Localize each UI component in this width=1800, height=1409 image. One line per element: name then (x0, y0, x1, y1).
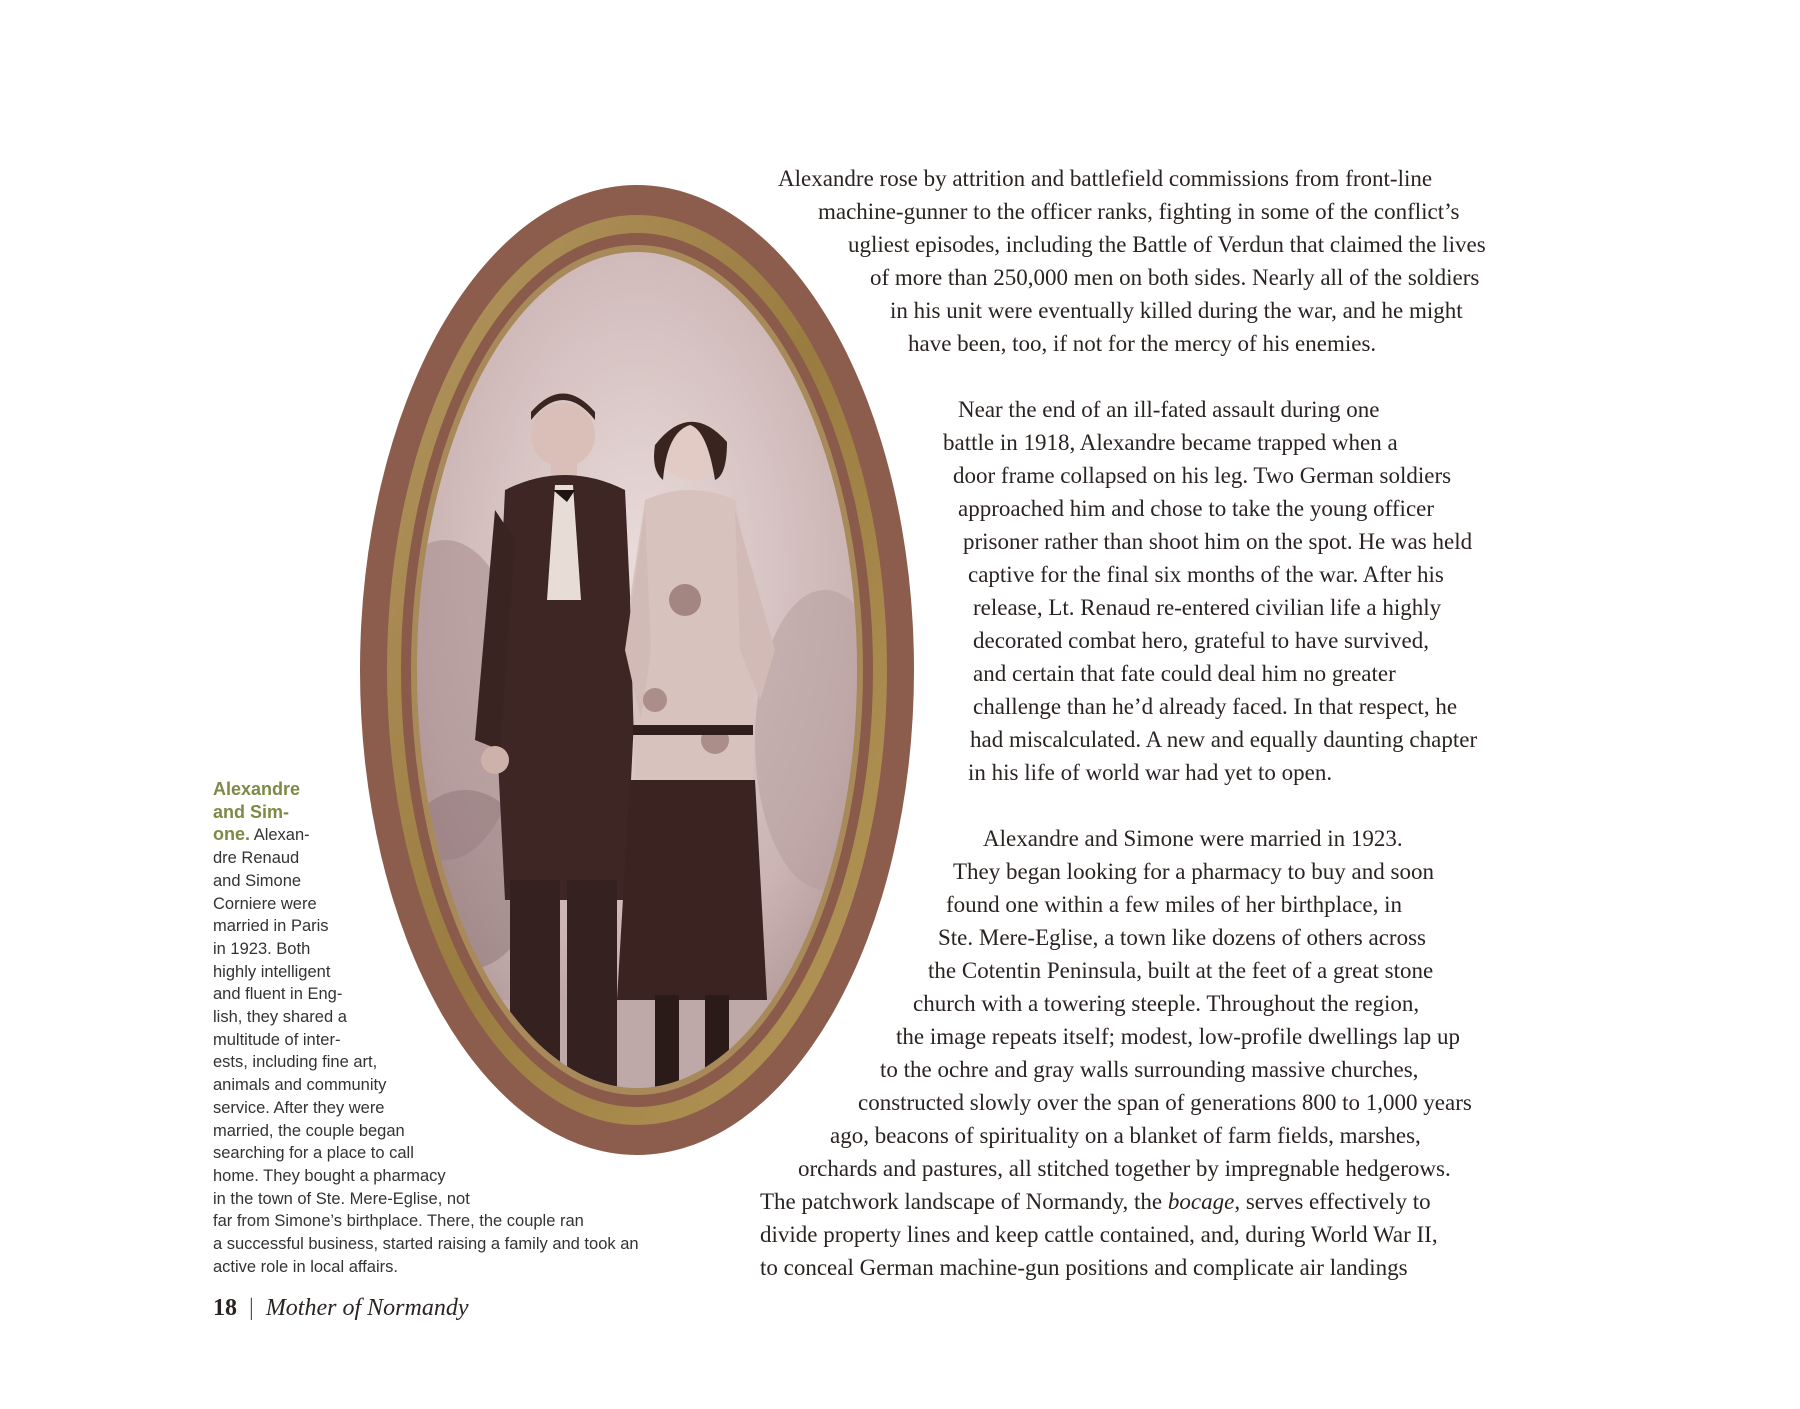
body-line: Near the end of an ill-fated assault during one (958, 397, 1380, 422)
caption-line: and fluent in Eng- (213, 985, 343, 1004)
caption-bold-line: one. (213, 824, 251, 845)
body-line: in his life of world war had yet to open. (968, 760, 1333, 785)
body-line: to conceal German machine-gun positions and complicate air landings (760, 1255, 1408, 1280)
caption-line: in 1923. Both (213, 939, 311, 958)
body-line: to the ochre and gray walls surrounding massive churches, (880, 1057, 1419, 1082)
caption-line: in the town of Ste. Mere-Eglise, not (213, 1189, 470, 1208)
body-line: decorated combat hero, grateful to have survived, (973, 628, 1429, 653)
caption-bold-line: Alexandre (213, 779, 301, 799)
caption-line: multitude of inter- (213, 1030, 341, 1049)
caption-line: married in Paris (213, 917, 329, 936)
caption-bold-line: and Sim- (213, 801, 290, 822)
body-italic-term: bocage (1167, 1189, 1235, 1214)
body-line: divide property lines and keep cattle contained, and, during World War II, (760, 1222, 1438, 1247)
body-line: and certain that fate could deal him no greater (973, 661, 1396, 686)
page-number: 18 (213, 1295, 237, 1321)
body-line: of more than 250,000 men on both sides. Nearly all of the soldiers (870, 265, 1480, 290)
body-line: had miscalculated. A new and equally daunting chapter (970, 727, 1478, 752)
body-line: They began looking for a pharmacy to buy and soon (953, 859, 1434, 884)
body-line: orchards and pastures, all stitched together by impregnable hedgerows. (798, 1156, 1451, 1181)
book-title: Mother of Normandy (265, 1295, 469, 1321)
body-line: door frame collapsed on his leg. Two German soldiers (953, 463, 1452, 488)
body-line: in his unit were eventually killed during the war, and he might (890, 298, 1463, 323)
caption-line: highly intelligent (213, 962, 331, 981)
body-line: the image repeats itself; modest, low-profile dwellings lap up (896, 1024, 1460, 1049)
body-line: release, Lt. Renaud re-entered civilian life a highly (973, 595, 1442, 620)
body-text-span: , serves effectively to (1234, 1189, 1431, 1214)
caption-line: service. After they were (213, 1098, 385, 1117)
caption-line: dre Renaud (213, 849, 300, 868)
body-line: Ste. Mere-Eglise, a town like dozens of others across (938, 925, 1426, 950)
caption-line: far from Simone’s birthplace. There, the couple ran (213, 1212, 584, 1231)
footer-separator: | (249, 1295, 254, 1321)
caption-line: married, the couple began (213, 1121, 405, 1140)
caption-line: a successful business, started raising a family and took an (213, 1235, 639, 1254)
body-line: challenge than he’d already faced. In that respect, he (973, 694, 1458, 719)
photo-caption (213, 778, 773, 1278)
body-line: machine-gunner to the officer ranks, fighting in some of the conflict’s (818, 199, 1460, 224)
body-text-span: The patchwork landscape of Normandy, the (760, 1189, 1168, 1214)
caption-line: and Simone (213, 871, 302, 890)
body-line: prisoner rather than shoot him on the spot. He was held (963, 529, 1473, 554)
body-line: church with a towering steeple. Throughout the region, (913, 991, 1420, 1016)
page-footer (213, 1295, 468, 1322)
body-line-bocage (760, 1185, 1431, 1218)
caption-line: animals and community (213, 1076, 387, 1095)
caption-line: active role in local affairs. (213, 1257, 398, 1276)
body-line: found one within a few miles of her birthplace, in (946, 892, 1403, 917)
caption-line: Corniere were (213, 894, 317, 913)
caption-line: ests, including fine art, (213, 1053, 378, 1072)
body-line: constructed slowly over the span of generations 800 to 1,000 years (858, 1090, 1472, 1115)
body-line: the Cotentin Peninsula, built at the feet of a great stone (928, 958, 1434, 983)
caption-line: Alexan- (253, 826, 310, 845)
body-line: captive for the final six months of the war. After his (968, 562, 1444, 587)
body-line: battle in 1918, Alexandre became trapped when a (943, 430, 1398, 455)
body-line: approached him and chose to take the young officer (958, 496, 1435, 521)
body-line: have been, too, if not for the mercy of his enemies. (908, 331, 1377, 356)
body-line: ago, beacons of spirituality on a blanket of farm fields, marshes, (830, 1123, 1421, 1148)
body-line: Alexandre and Simone were married in 1923. (983, 826, 1403, 851)
caption-line: home. They bought a pharmacy (213, 1166, 446, 1185)
body-line: ugliest episodes, including the Battle of Verdun that claimed the lives (848, 232, 1486, 257)
body-line: Alexandre rose by attrition and battlefield commissions from front-line (778, 166, 1433, 191)
caption-line: lish, they shared a (213, 1008, 347, 1027)
caption-line: searching for a place to call (213, 1144, 414, 1163)
